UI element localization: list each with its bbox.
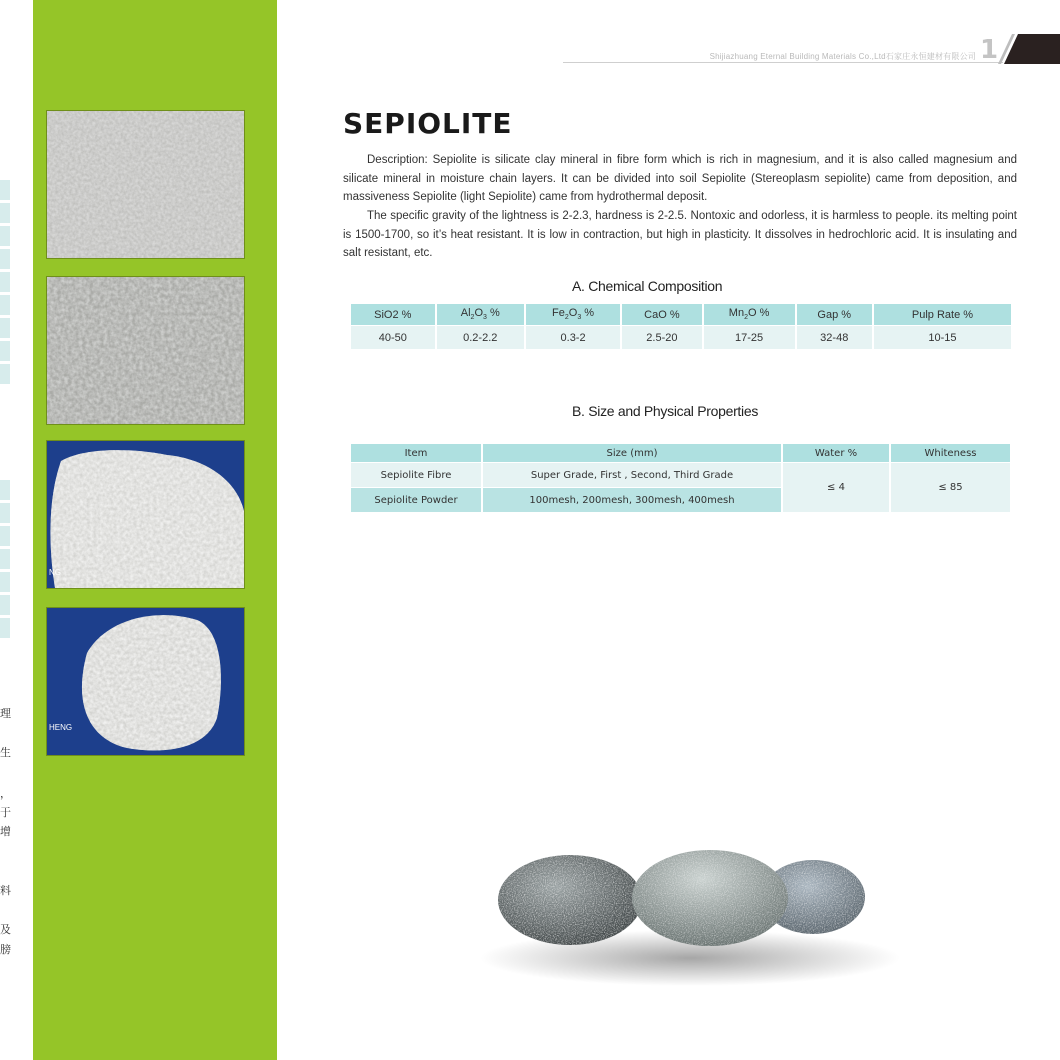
size-fibre: Super Grade, First , Second, Third Grade [483, 463, 781, 487]
margin-char: 增 [0, 825, 11, 838]
water-value: ≤ 4 [783, 463, 889, 512]
margin-char: 于 [0, 806, 11, 819]
physical-properties-table [349, 443, 1012, 513]
table-row [351, 326, 1011, 349]
sepiolite-photo-4 [46, 607, 245, 756]
header-al2o3: $Al_2O_3$ % [437, 304, 524, 325]
strip-cell [0, 364, 10, 385]
header-mn2o: $Mn_2O$ % [704, 304, 795, 325]
header-cao: CaO % [622, 304, 701, 325]
strip-cell [0, 526, 10, 547]
description-paragraph [343, 151, 1017, 207]
previous-page-edge [0, 0, 33, 1060]
whiteness-value: ≤ 85 [891, 463, 1010, 512]
strip-cell [0, 295, 10, 316]
value-cao: 2.5-20 [622, 326, 701, 349]
value-sio2: 40-50 [351, 326, 435, 349]
header-tab-shape [998, 34, 1060, 64]
sepiolite-photo-2 [46, 276, 245, 425]
strip-cell [0, 249, 10, 270]
description-text-2: The specific gravity of the lightness is 2-2.3, hardness is 2-2.5. Nontoxic and odorless, it is harmless to people. its melting point is 1500-1700, so it’s heat resistant. It is low in contraction, but high in plasticity. It dissolves in hedrochloric acid. It is insulating and salt resistant, etc. [343, 210, 1017, 260]
header-item: Item [351, 444, 481, 462]
strip-cell [0, 180, 10, 201]
sepiolite-photo-1 [46, 110, 245, 259]
strip-cell [0, 318, 10, 339]
strip-cell [0, 341, 10, 362]
margin-char: 及 [0, 923, 11, 936]
margin-char: 膀 [0, 943, 11, 956]
watermark-text: HENG [49, 723, 73, 732]
strip-cell [0, 549, 10, 570]
watermark-text: NG [49, 568, 61, 577]
chemical-composition-heading: A. Chemical Composition [572, 278, 723, 294]
page-title: SEPIOLITE [343, 107, 513, 140]
table-row [351, 463, 1010, 487]
header-whiteness: Whiteness [891, 444, 1010, 462]
value-fe2o3: 0.3-2 [526, 326, 620, 349]
value-pulp-rate: 10-15 [874, 326, 1011, 349]
header-gap: Gap % [797, 304, 872, 325]
header-pulp-rate: Pulp Rate % [874, 304, 1011, 325]
chemical-composition-table [349, 303, 1013, 350]
header-water: Water % [783, 444, 889, 462]
margin-char: 生 [0, 746, 11, 759]
page-number: 1 [980, 35, 999, 65]
strip-cell [0, 272, 10, 293]
table-header-row [351, 304, 1011, 325]
header-fe2o3: $Fe_2O_3$ % [526, 304, 620, 325]
physical-properties-heading: B. Size and Physical Properties [572, 403, 759, 419]
value-gap: 32-48 [797, 326, 872, 349]
item-powder: Sepiolite Powder [351, 488, 481, 512]
margin-char: ， [0, 787, 11, 800]
item-fibre: Sepiolite Fibre [351, 463, 481, 487]
strip-cell [0, 595, 10, 616]
header-sio2: SiO2 % [351, 304, 435, 325]
strip-cell [0, 618, 10, 639]
size-powder: 100mesh, 200mesh, 300mesh, 400mesh [483, 488, 781, 512]
description-text-1: Description: Sepiolite is silicate clay mineral in fibre form which is rich in magnesium, and it is also called magnesium and silicate mineral in moisture chain layers. It can be divided into soil Sepiolite (Stereoplasm sepiolite) came from deposition, and massiveness Sepiolite (light Sepiolite) came from hydrothermal deposit. [343, 154, 1017, 204]
properties-paragraph [343, 207, 1017, 263]
company-header: Shijiazhuang Eternal Building Materials Co.,Ltd石家庄永恒建材有限公司 [709, 52, 976, 61]
value-mn2o: 17-25 [704, 326, 795, 349]
strip-cell [0, 226, 10, 247]
value-al2o3: 0.2-2.2 [437, 326, 524, 349]
margin-char: 理 [0, 707, 11, 720]
strip-cell [0, 203, 10, 224]
strip-cell [0, 480, 10, 501]
header-size: Size (mm) [483, 444, 781, 462]
sepiolite-photo-3 [46, 440, 245, 589]
strip-cell [0, 503, 10, 524]
header-divider [563, 62, 1003, 63]
stones-illustration [470, 830, 910, 1000]
table-header-row [351, 444, 1010, 462]
strip-cell [0, 572, 10, 593]
margin-char: 料 [0, 884, 11, 897]
